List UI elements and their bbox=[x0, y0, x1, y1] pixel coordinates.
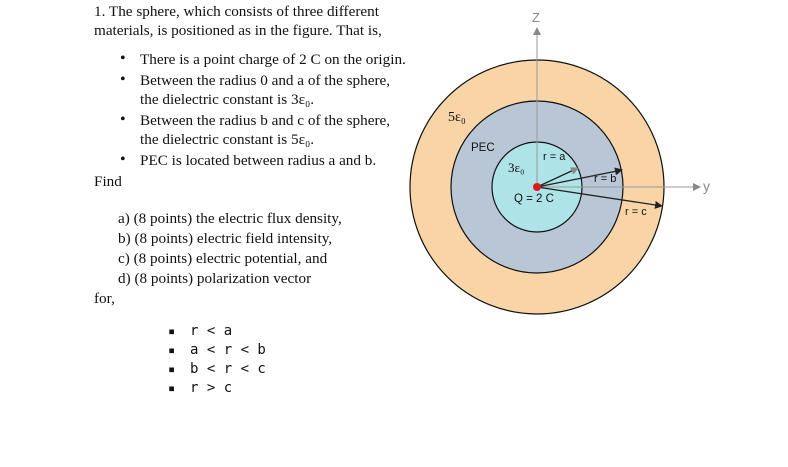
radius-b-label: r = b bbox=[594, 173, 617, 185]
point-charge bbox=[533, 183, 541, 191]
part-item: c) (8 points) electric potential, and bbox=[118, 250, 328, 267]
radius-c-label: r = c bbox=[625, 206, 647, 218]
z-axis-label: Z bbox=[532, 10, 540, 25]
part-item: d) (8 points) polarization vector bbox=[118, 270, 312, 287]
range-item: ▪ r < a bbox=[190, 322, 406, 341]
for-label: for, bbox=[94, 290, 115, 307]
charge-label: Q = 2 C bbox=[514, 193, 554, 205]
range-item: ▪ r > c bbox=[190, 379, 406, 398]
part-item: a) (8 points) the electric flux density, bbox=[118, 210, 342, 227]
condition-item: • PEC is located between radius a and b. bbox=[140, 151, 406, 170]
part-item: b) (8 points) electric field intensity, bbox=[118, 230, 333, 247]
y-axis-label: y bbox=[703, 178, 710, 194]
condition-item: • Between the radius 0 and a of the sphere, the dielectric constant is 3ε₀. bbox=[140, 71, 406, 109]
pec-label: PEC bbox=[471, 142, 495, 154]
find-label: Find bbox=[94, 173, 122, 190]
range-item: ▪ a < r < b bbox=[190, 341, 406, 360]
inner-region-label: 3ε₀ bbox=[508, 160, 525, 175]
question-intro: 1. The sphere, which consists of three different materials, is positioned as in the figure. That is, bbox=[94, 3, 382, 39]
range-item: ▪ b < r < c bbox=[190, 360, 406, 379]
condition-item: • There is a point charge of 2 C on the origin. bbox=[140, 50, 406, 69]
radius-a-label: r = a bbox=[543, 151, 566, 163]
condition-item: • Between the radius b and c of the sphere, the dielectric constant is 5ε₀. bbox=[140, 111, 406, 149]
outer-region-label: 5ε₀ bbox=[448, 110, 466, 125]
